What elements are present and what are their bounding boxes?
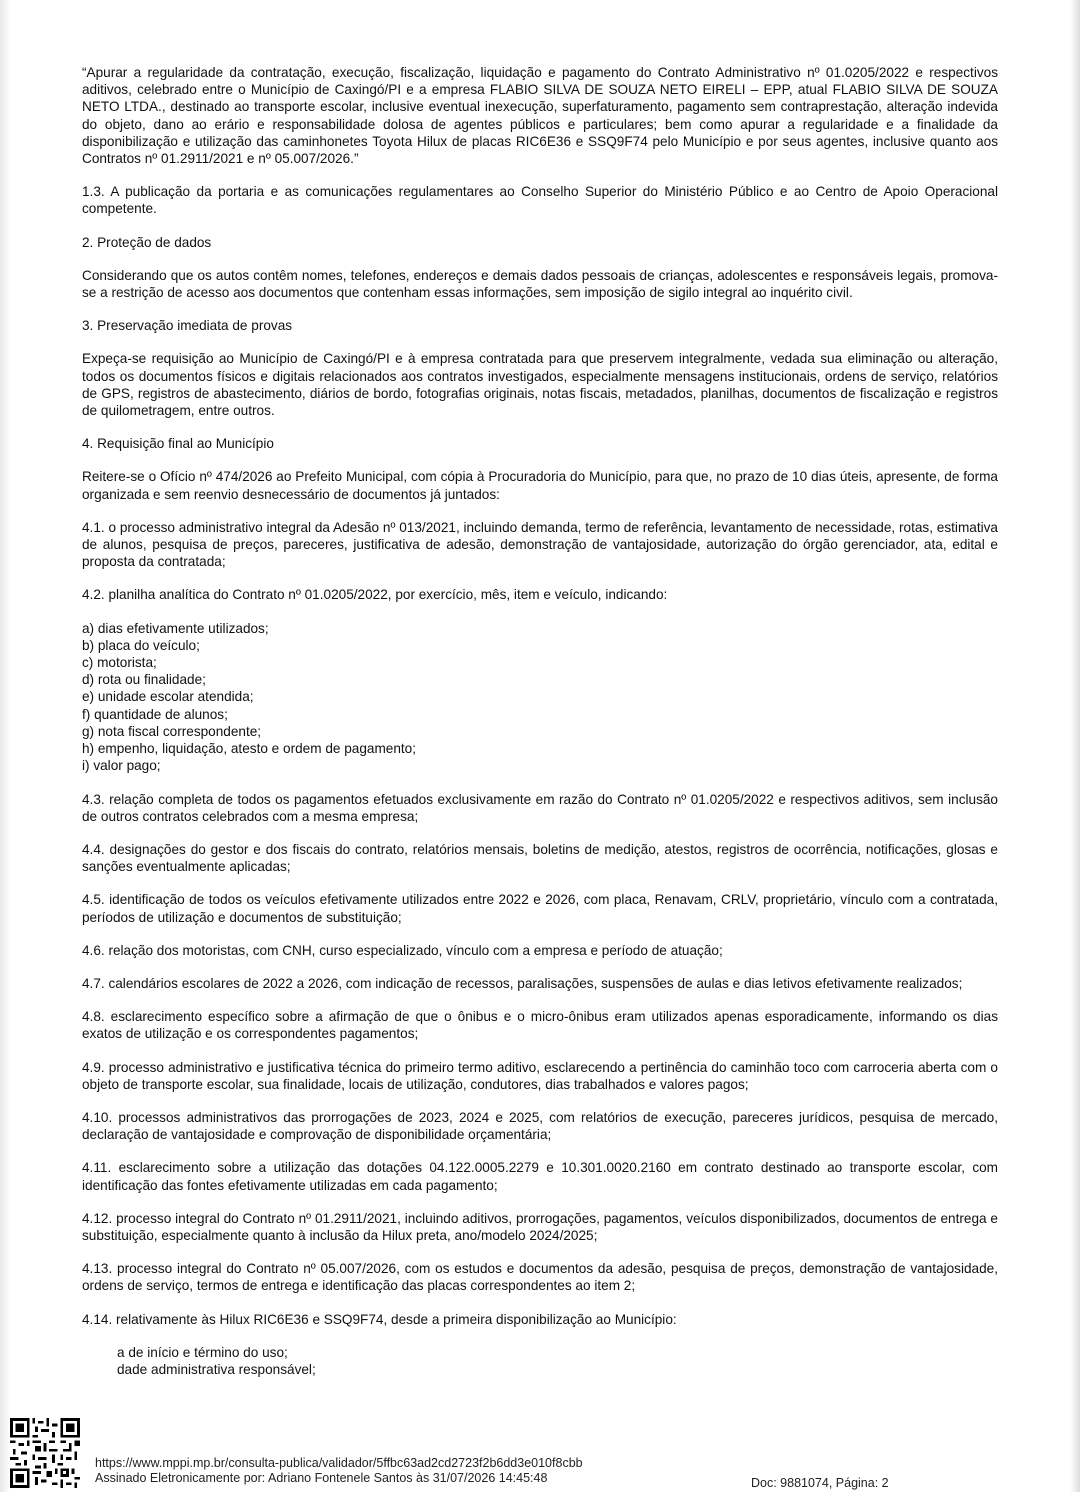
item-4-6: 4.6. relação dos motoristas, com CNH, curso especializado, vínculo com a empresa e período de atuação; [82, 942, 723, 958]
validation-url-link[interactable]: https://www.mppi.mp.br/consulta-publica/validador/5ffbc63ad2cd2723f2b6dd3e010f8cbb [95, 1456, 583, 1470]
item-4-12: 4.12. processo integral do Contrato nº 01.2911/2021, incluindo aditivos, prorrogações, pagamentos, veículos disponibilizados, documentos de entrega e substituição, especialmente quanto à inclusão da Hilux preta, ano/modelo 2024/2025; [82, 1210, 998, 1243]
item-4-14: 4.14. relativamente às Hilux RIC6E36 e SSQ9F74, desde a primeira disponibilização ao Município: [82, 1311, 677, 1327]
paragraph-data-protection: Considerando que os autos contêm nomes, telefones, endereços e demais dados pessoais de crianças, adolescentes e responsáveis legais, promova-se a restrição de acesso aos documentos que contenham essas informações, sem imposição de sigilo integral ao inquérito civil. [82, 267, 998, 301]
item-4-11: 4.11. esclarecimento sobre a utilização das dotações 04.122.0005.2279 e 10.301.0020.2160 em contrato destinado ao transporte escolar, com identificação das fontes efetivamente utilizadas em cada pagamento; [82, 1160, 998, 1193]
item-4-2: 4.2. planilha analítica do Contrato nº 01.0205/2022, por exercício, mês, item e veículo, indicando: [82, 587, 668, 603]
doc-page-number: Doc: 9881074, Página: 2 [751, 1476, 889, 1490]
document-body [82, 64, 998, 1378]
item-4-10: 4.10. processos administrativos das prorrogações de 2023, 2024 e 2025, com relatórios de execução, pareceres jurídicos, pesquisa de mercado, declaração de vantajosidade e comprovação de disponibilidade orçamentária; [82, 1109, 998, 1143]
item-4-8: 4.8. esclarecimento específico sobre a afirmação de que o ônibus e o micro-ônibus eram utilizados apenas esporadicamente, informando os dias exatos de utilização e os correspondentes pagamentos; [82, 1009, 998, 1042]
list-item: d) rota ou finalidade; [82, 672, 206, 688]
list-item: a de início e término do uso; [117, 1344, 288, 1360]
qr-code-icon[interactable] [10, 1418, 80, 1488]
item-4-3: 4.3. relação completa de todos os pagamentos efetuados exclusivamente em razão do Contrato nº 01.0205/2022 e respectivos aditivos, sem inclusão de outros contratos celebrados com a mesma empresa; [82, 791, 998, 824]
list-item: c) motorista; [82, 655, 157, 671]
sub-list-4-2 [82, 620, 998, 775]
item-4-13: 4.13. processo integral do Contrato nº 05.007/2026, com os estudos e documentos da adesão, pesquisa de preços, demonstração de vantajosidade, ordens de serviço, termos de entrega e identificação das placas correspondentes ao item 2; [82, 1261, 998, 1294]
section-heading-3: 3. Preservação imediata de provas [82, 318, 293, 334]
page-footer [0, 1414, 1080, 1492]
list-item: e) unidade escolar atendida; [82, 689, 254, 705]
paragraph-1-3: 1.3. A publicação da portaria e as comunicações regulamentares ao Conselho Superior do Ministério Público e ao Centro de Apoio Operacional competente. [82, 184, 998, 217]
item-4-5: 4.5. identificação de todos os veículos efetivamente utilizados entre 2022 e 2026, com placa, Renavam, CRLV, proprietário, vínculo com a contratada, períodos de utilização e documentos de substituição; [82, 892, 998, 925]
paragraph-evidence-preservation: Expeça-se requisição ao Município de Caxingó/PI e à empresa contratada para que preservem integralmente, vedada sua eliminação ou alteração, todos os documentos físicos e digitais relacionados aos contratos investigados, especialmente mensagens institucionais, ordens de serviço, relatórios de GPS, registros de abastecimento, diários de bordo, fotografias originais, notas fiscais, metadados, planilhas, documentos de fiscalização e registros de quilometragem, entre outros. [82, 351, 998, 419]
section-heading-4: 4. Requisição final ao Município [82, 436, 274, 452]
item-4-9: 4.9. processo administrativo e justificativa técnica do primeiro termo aditivo, esclarecendo a pertinência do caminhão toco com carroceria aberta com o objeto de transporte escolar, sua finalidade, locais de utilização, condutores, dias trabalhados e valores pagos; [82, 1059, 998, 1092]
list-item: b) placa do veículo; [82, 637, 200, 653]
partial-sub-list-4-14 [82, 1344, 998, 1378]
quoted-object-paragraph: “Apurar a regularidade da contratação, execução, fiscalização, liquidação e pagamento do Contrato Administrativo nº 01.0205/2022 e respectivos aditivos, celebrado entre o Município de Caxingó/PI e a empresa FLABIO SILVA DE SOUZA NETO EIRELI – EPP, atual FLABIO SILVA DE SOUZA NETO LTDA., destinado ao transporte escolar, inclusive eventual inexecução, superfaturamento, pagamento sem contraprestação, alteração indevida do objeto, dano ao erário e responsabilidade dolosa de agentes públicos e particulares; bem como apurar a regularidade e a finalidade da disponibilização e utilização das caminhonetes Toyota Hilux de placas RIC6E36 e SSQ9F74 pelo Município e por seus agentes, inclusive quanto aos Contratos nº 01.2911/2021 e nº 05.007/2026.” [82, 65, 998, 167]
item-4-4: 4.4. designações do gestor e dos fiscais do contrato, relatórios mensais, boletins de medição, atestos, registros de ocorrência, notificações, glosas e sanções eventualmente aplicadas; [82, 841, 998, 875]
footer-signature-block [95, 1456, 583, 1486]
list-item: dade administrativa responsável; [117, 1361, 316, 1377]
page-edge-left [0, 0, 10, 1492]
list-item: i) valor pago; [82, 758, 161, 774]
section-heading-2: 2. Proteção de dados [82, 234, 212, 250]
page-edge-right [1070, 0, 1080, 1492]
list-item: a) dias efetivamente utilizados; [82, 620, 269, 636]
item-4-1: 4.1. o processo administrativo integral da Adesão nº 013/2021, incluindo demanda, termo de referência, levantamento de necessidade, rotas, estimativa de alunos, pesquisa de preços, pareceres, justificativa de adesão, demonstração de vantajosidade, autorização do órgão gerenciador, ata, edital e proposta da contratada; [82, 519, 998, 570]
list-item: h) empenho, liquidação, atesto e ordem de pagamento; [82, 741, 417, 757]
list-item: g) nota fiscal correspondente; [82, 723, 262, 739]
list-item: f) quantidade de alunos; [82, 706, 228, 722]
paragraph-requisition-intro: Reitere-se o Ofício nº 474/2026 ao Prefeito Municipal, com cópia à Procuradoria do Município, para que, no prazo de 10 dias úteis, apresente, de forma organizada e sem reenvio desnecessário de documentos já juntados: [82, 469, 998, 502]
item-4-7: 4.7. calendários escolares de 2022 a 2026, com indicação de recessos, paralisações, suspensões de aulas e dias letivos efetivamente realizados; [82, 975, 963, 991]
signature-line: Assinado Eletronicamente por: Adriano Fontenele Santos às 31/07/2026 14:45:48 [95, 1471, 548, 1485]
